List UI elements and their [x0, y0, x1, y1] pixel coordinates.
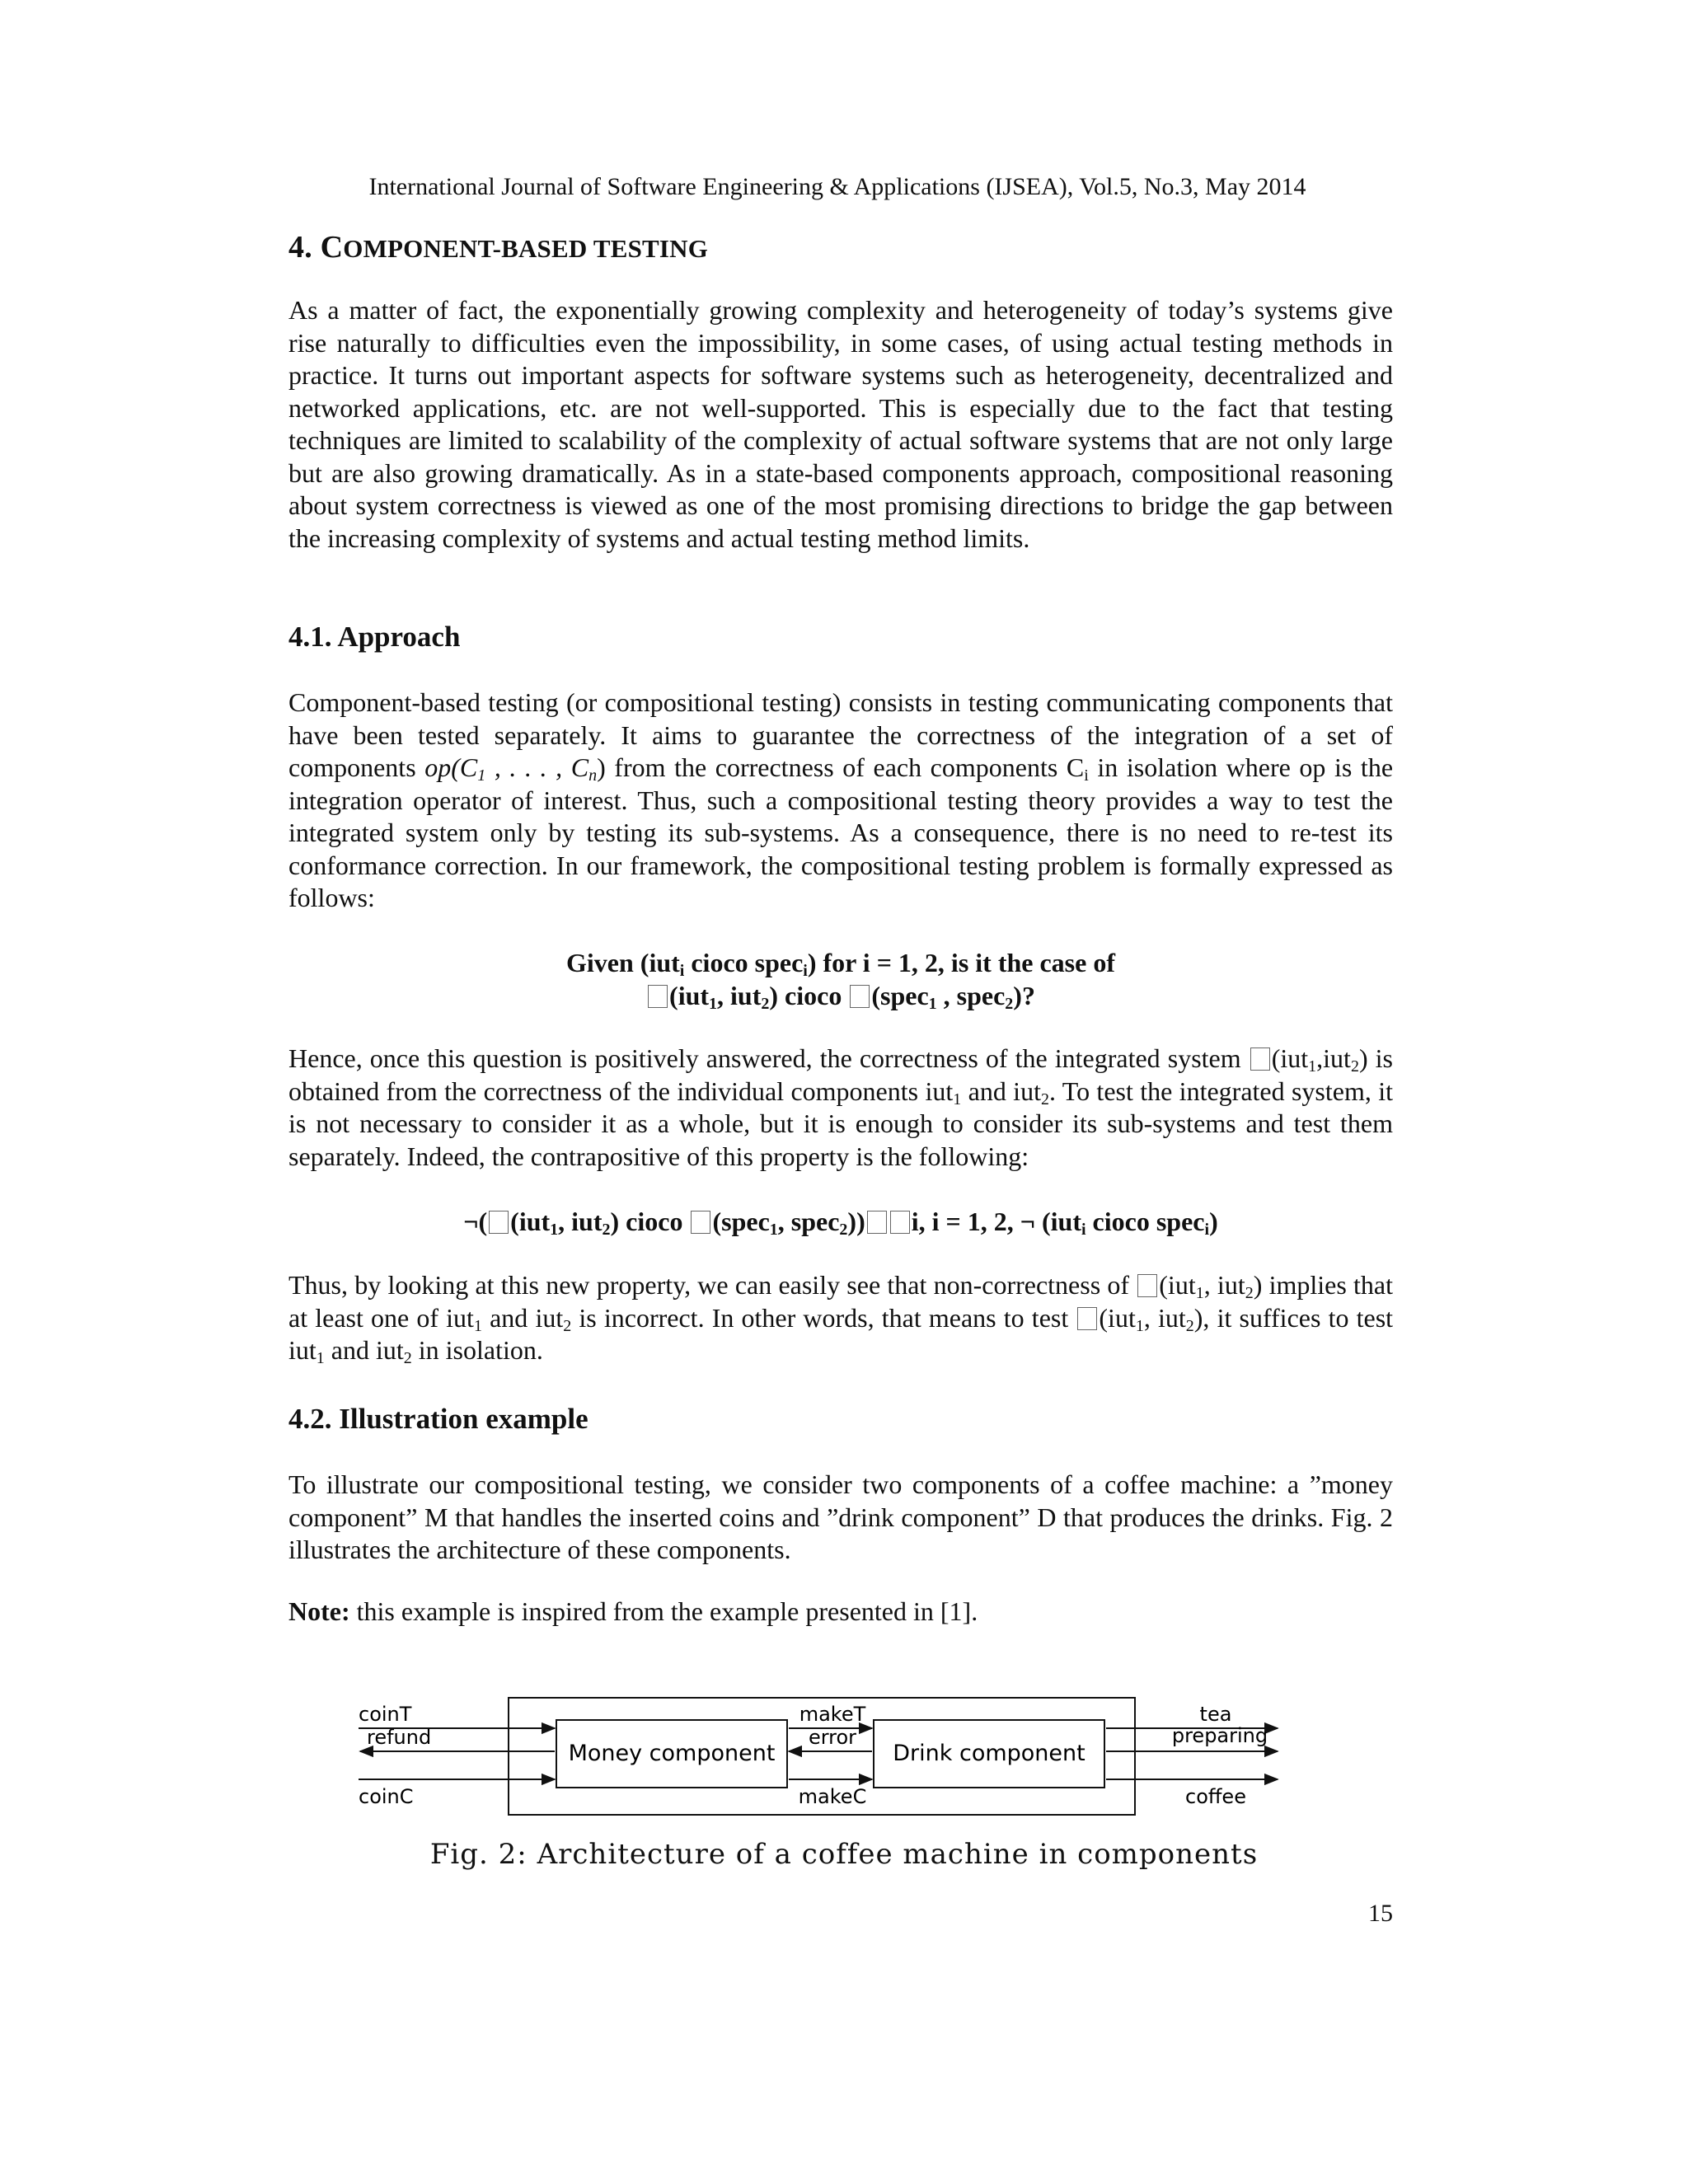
exists-glyph — [890, 1211, 910, 1234]
section-4-paragraph: As a matter of fact, the exponentially growing complexity and heterogeneity of today’s systems give rise naturally to difficulties even the impossibility, in some cases, of using actual testing methods in practice. It turns out important aspects for software systems such as heterogeneity, decentralized and networked applications, etc. are not well-supported. This is especially due to the fact that testing techniques are limited to scalability of the complexity of actual software systems that are not only large but are also growing dramatically. As in a state-based components approach, compositional reasoning about system correctness is viewed as one of the most promising directions to bridge the gap between the increasing complexity of systems and actual testing method limits. — [288, 295, 1393, 553]
hence-paragraph: Hence, once this question is positively answered, the correctness of the integrated system (iut$_1$,iut$_2$) is obtained from the correctness of the individual components iut$_1$ and iut$_2$. To test the integrated system, it is not necessary to consider it as a whole, but it is enough to consider its sub-systems and test them separately. Indeed, the contrapositive of this property is the following: — [288, 1043, 1394, 1171]
note-block — [288, 1596, 1393, 1629]
section-number: 4. — [288, 230, 321, 265]
equation-line-2: (iut$_1$, iut$_2$) cioco (spec$_1$ , spec$_2$)? — [288, 979, 1393, 1012]
signal-makeC: makeC — [798, 1785, 867, 1808]
running-head: International Journal of Software Engineering & Applications (IJSEA), Vol.5, No.3, May 2014 — [368, 173, 1306, 200]
composition-operator-glyph — [691, 1211, 710, 1234]
signal-tea: tea — [1199, 1703, 1232, 1726]
signal-makeT: makeT — [799, 1703, 866, 1726]
illustration-paragraph: To illustrate our compositional testing, we consider two components of a coffee machine: a ”money component” M that handles the inserted coins and ”drink component” D that produces the drinks. Fig. 2 illustrates the architecture of these components. — [288, 1469, 1393, 1564]
thus-paragraph: Thus, by looking at this new property, we can easily see that non-correctness of (iut$_1$, iut$_2$) implies that at least one of iut$_1$ and iut$_2$ is incorrect. In other words, that means to test (iut$_1$, iut$_2$), it suffices to test iut$_1$ and iut$_2$ in isolation. — [288, 1270, 1394, 1367]
figure-2-caption: Fig. 2: Architecture of a coffee machine in components — [429, 1838, 1259, 1871]
composition-operator-glyph — [1077, 1307, 1097, 1330]
composition-operator-glyph — [489, 1211, 509, 1234]
signal-coinC: coinC — [359, 1785, 414, 1808]
note-text: this example is inspired from the example presented in [1]. — [349, 1596, 978, 1626]
note-label: Note: — [288, 1596, 350, 1626]
section-title-rest: OMPONENT-BASED TESTING — [343, 234, 709, 263]
composition-operator-glyph — [850, 985, 870, 1008]
equation-contrapositive: ¬( (iut$_1$, iut$_2$) cioco (spec$_1$, spec$_2$)) i, i = 1, 2, ¬ (iut$_i$ cioco spec$_i$) — [463, 1207, 1218, 1239]
composition-operator-glyph — [648, 985, 668, 1008]
note-paragraph — [288, 1596, 1393, 1629]
hence-paragraph-block — [288, 1043, 1393, 1173]
section-4-1 — [288, 621, 1393, 654]
illustration-paragraph-block — [288, 1469, 1393, 1567]
figure-2-architecture — [350, 1694, 1315, 1850]
section-4-1-heading: 4.1. Approach — [288, 621, 461, 653]
approach-paragraph-block — [288, 687, 1393, 915]
signal-error: error — [808, 1726, 857, 1749]
section-4-body — [288, 294, 1393, 555]
section-4-2 — [288, 1403, 1393, 1436]
section-4-heading — [288, 229, 1393, 265]
page-number: 15 — [1368, 1900, 1393, 1927]
equation-composition-question — [288, 946, 1393, 1012]
thus-paragraph-block — [288, 1269, 1393, 1367]
signal-coinT: coinT — [359, 1703, 412, 1726]
implies-glyph — [867, 1211, 887, 1234]
drink-component-label: Drink component — [893, 1741, 1085, 1766]
signal-preparing: preparing — [1171, 1724, 1268, 1747]
section-4-2-heading: 4.2. Illustration example — [288, 1403, 588, 1435]
signal-coffee: coffee — [1185, 1785, 1246, 1808]
section-title-initial: C — [320, 230, 344, 265]
money-component-label: Money component — [568, 1741, 776, 1766]
composition-operator-glyph — [1250, 1047, 1270, 1071]
section-4 — [288, 229, 1393, 265]
composition-operator-glyph — [1137, 1274, 1157, 1297]
equation-line-1: Given (iut$_i$ cioco spec$_i$) for i = 1, 2, is it the case of — [566, 948, 1115, 980]
approach-paragraph: Component-based testing (or compositional testing) consists in testing communicating components that have been tested separately. It aims to guarantee the correctness of the integration of a set of components $op(C_1$ , . . . , $C_n$) from the correctness of each components $C_i$ in isolation where op is the integration operator of interest. Thus, such a compositional testing theory provides a way to test the integrated system only by testing its sub-systems. As a consequence, there is no need to re-test its conformance correction. In our framework, the compositional testing problem is formally expressed as follows: — [288, 687, 1394, 912]
architecture-diagram — [350, 1694, 1315, 1850]
signal-refund: refund — [367, 1726, 432, 1749]
